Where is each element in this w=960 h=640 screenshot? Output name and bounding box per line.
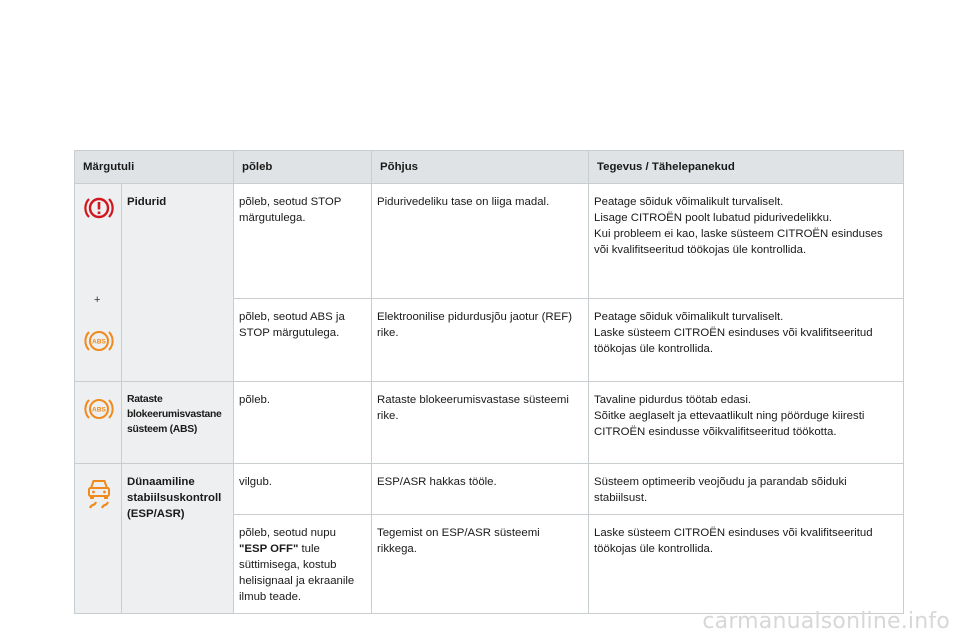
abs-icon bbox=[84, 327, 114, 355]
on-cell: põleb, seotud ABS ja STOP märgutulega. bbox=[234, 298, 372, 381]
esp-skid-icon bbox=[84, 476, 114, 510]
action-cell: Tavaline pidurdus töötab edasi. Sõitke aeglaselt ja ettevaatlikult ning pöörduge kiiresti CITROËN esindusse võikvalifitseeritud töökotta. bbox=[589, 382, 904, 464]
brakes-name-cell bbox=[122, 184, 234, 382]
header-cause: Põhjus bbox=[372, 151, 589, 184]
abs-icon-cell bbox=[75, 382, 122, 464]
lamp-name: Dünaamiline stabiilsuskontroll (ESP/ASR) bbox=[127, 476, 222, 520]
svg-text:ABS: ABS bbox=[92, 406, 106, 414]
header-on: põleb bbox=[234, 151, 372, 184]
lamp-name: Rataste blokeerumisvastane süsteem (ABS) bbox=[127, 394, 222, 435]
header-lamp: Märgutuli bbox=[75, 151, 234, 184]
brake-warning-icon bbox=[84, 194, 114, 222]
header-action: Tegevus / Tähelepanekud bbox=[589, 151, 904, 184]
on-cell: põleb. bbox=[234, 382, 372, 464]
table-header-row bbox=[75, 151, 904, 184]
lamp-name: Pidurid bbox=[127, 196, 167, 208]
cause-cell: Elektroonilise pidurdusjõu jaotur (REF) rike. bbox=[372, 298, 589, 381]
table-row bbox=[75, 382, 904, 464]
action-cell: Süsteem optimeerib veojõudu ja parandab sõiduki stabiilsust. bbox=[589, 464, 904, 515]
abs-name-cell bbox=[122, 382, 234, 464]
abs-icon bbox=[84, 395, 114, 423]
table-row bbox=[75, 184, 904, 299]
warning-lamps-table bbox=[74, 150, 904, 614]
cause-cell: Pidurivedeliku tase on liiga madal. bbox=[372, 184, 589, 299]
watermark: carmanualsonline.info bbox=[702, 609, 950, 634]
cause-cell: Tegemist on ESP/ASR süsteemi rikkega. bbox=[372, 515, 589, 614]
action-cell: Peatage sõiduk võimalikult turvaliselt. Lisage CITROËN poolt lubatud pidurivedelikku. Kui probleem ei kao, laske süsteem CITROËN esinduses või kvalifitseeritud töökojas üle kontrollida. bbox=[589, 184, 904, 299]
action-cell: Peatage sõiduk võimalikult turvaliselt. Laske süsteem CITROËN esinduses või kvalifitseeritud töökojas üle kontrollida. bbox=[589, 298, 904, 381]
on-cell: põleb, seotud STOP märgutulega. bbox=[234, 184, 372, 299]
cause-cell: Rataste blokeerumisvastase süsteemi rike. bbox=[372, 382, 589, 464]
on-cell: vilgub. bbox=[234, 464, 372, 515]
brakes-icon-cell bbox=[75, 184, 122, 382]
on-cell: põleb, seotud nupu "ESP OFF" tule süttimisega, kostub helisignaal ja ekraanile ilmub teade. bbox=[234, 515, 372, 614]
action-cell: Laske süsteem CITROËN esinduses või kvalifitseeritud töökojas üle kontrollida. bbox=[589, 515, 904, 614]
esp-name-cell bbox=[122, 464, 234, 614]
cause-cell: ESP/ASR hakkas tööle. bbox=[372, 464, 589, 515]
plus-sign: + bbox=[94, 294, 101, 306]
table-row bbox=[75, 464, 904, 515]
svg-text:ABS: ABS bbox=[92, 338, 106, 346]
esp-icon-cell bbox=[75, 464, 122, 614]
